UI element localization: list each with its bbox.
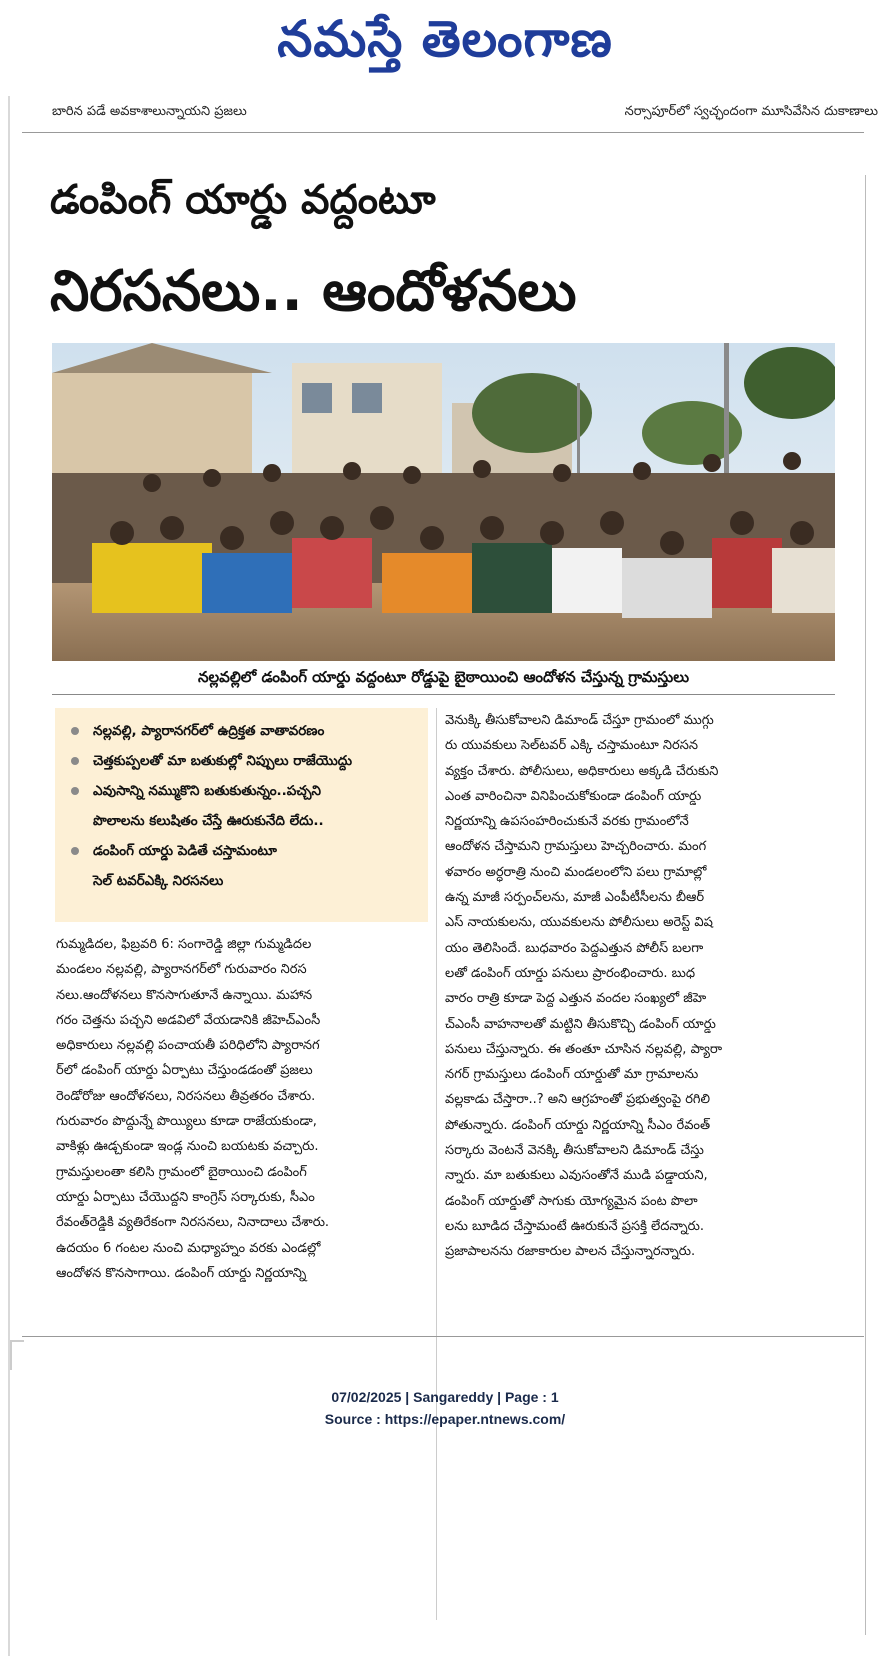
article-body-left-column — [56, 932, 428, 1286]
highlight-item-continued — [65, 806, 422, 836]
body-line: లతో డంపింగ్ యార్డు పనులు ప్రారంభించారు. బుధ — [445, 965, 696, 981]
headline-line-1: డంపింగ్ యార్డు వద్దంటూ — [50, 177, 436, 223]
body-line: వల్లకాడు చేస్తారా..? అని ఆగ్రహంతో ప్రభుత్వంపై రగిలి — [445, 1092, 711, 1108]
body-line: ళవారం అర్ధరాత్రి నుంచి మండలంలోని పలు గ్రామాల్లో — [445, 864, 707, 880]
footer-source-link[interactable]: Source : https://epaper.ntnews.com/ — [324, 1411, 566, 1427]
highlights-box — [55, 708, 428, 922]
highlight-item — [65, 716, 422, 746]
top-strip — [22, 100, 884, 132]
footer-date-edition: 07/02/2025 | Sangareddy | Page : 1 — [331, 1389, 559, 1405]
body-line: ఆందోళన చేస్తామని గ్రామస్తులు హెచ్చరించారు. మంగ — [445, 839, 707, 855]
body-line: యార్డు ఏర్పాటు చేయొద్దని కాంగ్రెస్ సర్కారుకు, సీఎం — [56, 1189, 315, 1205]
body-line: యం తెలిసిందే. బుధవారం పెద్దఎత్తున పోలీస్ బలగా — [445, 940, 704, 956]
body-line: వ్యక్తం చేశారు. పోలీసులు, అధికారులు అక్కడి చేరుకుని — [445, 763, 719, 779]
body-line: మండలం నల్లవల్లి, ప్యారానగర్‌లో గురువారం నిరస — [56, 962, 307, 978]
highlight-item-continued — [65, 866, 422, 896]
strip-divider — [22, 132, 864, 133]
body-line: సర్కారు వెంటనే వెనక్కి తీసుకోవాలని డిమాండ్ చేస్తు — [445, 1143, 704, 1159]
body-line: ర్‌లో డంపింగ్ యార్డు ఏర్పాటు చేస్తుండడంతో ప్రజలు — [56, 1063, 313, 1079]
body-line: చ్‌ఎంసీ వాహనాలతో మట్టిని తీసుకొచ్చి డంపింగ్ యార్డు — [445, 1016, 716, 1032]
news-photo — [52, 343, 835, 661]
body-line: పోతున్నారు. డంపింగ్ యార్డు నిర్ణయాన్ని సీఎం రేవంత్ — [445, 1117, 711, 1133]
photo-caption: నల్లవల్లిలో డంపింగ్ యార్డు వద్దంటూ రోడ్డుపై బైఠాయించి ఆందోళన చేస్తున్న గ్రామస్తులు — [197, 668, 690, 686]
body-line: గురువారం పొద్దున్నే పొయ్యిలు కూడా రాజేయకుండా, — [56, 1114, 317, 1130]
highlight-text: సెల్ టవర్‌ఎక్కి నిరసనలు — [93, 873, 224, 889]
masthead — [0, 0, 890, 84]
bullet-dot-icon — [71, 787, 79, 795]
highlight-text: డంపింగ్ యార్డు పెడితే చస్తామంటూ — [93, 843, 277, 859]
body-line: గరం చెత్తను పచ్చని అడవిలో వేయడానికి జీహెచ్‌ఎంసీ — [56, 1012, 321, 1028]
body-line: ఉదయం 6 గంటల నుంచి మధ్యాహ్నం వరకు ఎండల్లో — [56, 1240, 321, 1256]
bullet-dot-icon — [71, 847, 79, 855]
body-line: నలు.ఆందోళనలు కొనసాగుతూనే ఉన్నాయి. మహాన — [56, 987, 313, 1003]
body-line: ఉన్న మాజీ సర్పంచ్‌లను, మాజీ ఎంపీటీసీలను బీఆర్ — [445, 890, 705, 906]
body-line: రు యువకులు సెల్‌టవర్ ఎక్కి చస్తామంటూ నిరసన — [445, 738, 698, 754]
body-line: నిర్ణయాన్ని ఉపసంహరించుకునే వరకు గ్రామంలోనే — [445, 814, 689, 830]
article-body-right-column — [445, 708, 837, 1265]
bottom-divider — [22, 1336, 864, 1337]
bullet-dot-icon — [71, 757, 79, 765]
body-line: ఆందోళన కొనసాగాయి. డంపింగ్ యార్డు నిర్ణయాన్ని — [56, 1265, 307, 1281]
headline-line-2: నిరసనలు.. ఆందోళనలు — [50, 259, 577, 324]
body-line: గ్రామస్తులంతా కలిసి గ్రామంలో బైఠాయించి డంపింగ్ — [56, 1164, 307, 1180]
body-line: లను బూడిద చేస్తామంటే ఊరుకునే ప్రసక్తి లేదన్నారు. — [445, 1218, 705, 1234]
body-line: అధికారులు నల్లవల్లి పంచాయతీ పరిధిలోని ప్యారానగ — [56, 1038, 320, 1054]
body-line: పనులు చేస్తున్నారు. ఈ తంతూ చూసిన నల్లవల్లి, ప్యారా — [445, 1041, 723, 1057]
highlight-text: చెత్తకుప్పలతో మా బతుకుల్లో నిప్పులు రాజేయొద్దు — [93, 753, 353, 769]
top-strip-right-snippet: నర్సాపూర్‌లో స్వచ్ఛందంగా మూసివేసిన దుకాణాలు — [624, 104, 878, 119]
highlight-item — [65, 836, 422, 866]
caption-divider — [52, 694, 835, 695]
body-line: డంపింగ్ యార్డుతో సాగుకు యోగ్యమైన పంట పొలా — [445, 1193, 698, 1209]
bullet-dot-icon — [71, 727, 79, 735]
body-line: గుమ్మడిదల, ఫిబ్రవరి 6: సంగారెడ్డి జిల్లా గుమ్మడిదల — [56, 937, 312, 952]
highlight-item — [65, 746, 422, 776]
highlight-item — [65, 776, 422, 806]
highlight-text: పొలాలను కలుషితం చేస్తే ఊరుకునేది లేదు.. — [93, 813, 324, 829]
body-line: ఎస్ నాయకులను, యువకులను పోలీసులు అరెస్ట్ విష — [445, 915, 713, 931]
body-line: న్నారు. మా బతుకులు ఎవుసంతోనే ముడి పడ్డాయని, — [445, 1168, 708, 1184]
newspaper-title: నమస్తే తెలంగాణ — [277, 10, 613, 68]
body-line: వారం రాత్రి కూడా పెద్ద ఎత్తున వందల సంఖ్యలో జీహె — [445, 991, 707, 1007]
top-strip-left-snippet: బారిన పడే అవకాశాలున్నాయని ప్రజలు — [52, 104, 247, 119]
highlight-text: ఎవుసాన్ని నమ్ముకొని బతుకుతున్నం..పచ్చని — [93, 783, 322, 799]
column-divider — [436, 708, 437, 1620]
crop-corner-mark — [10, 1340, 24, 1370]
protest-photo-illustration — [52, 343, 835, 661]
body-line: రేవంత్‌రెడ్డికి వ్యతిరేకంగా నిరసనలు, నినాదాలు చేశారు. — [56, 1215, 330, 1231]
page-footer — [0, 1386, 890, 1430]
body-line: నగర్ గ్రామస్తులు డంపింగ్ యార్డుతో మా గ్రామాలను — [445, 1067, 699, 1083]
body-line: ప్రజాపాలనను రజాకారుల పాలన చేస్తున్నారన్నారు. — [445, 1244, 696, 1260]
body-line: ఎంత వారించినా వినిపించుకోకుండా డంపింగ్ యార్డు — [445, 788, 702, 804]
body-line: రెండోరోజు ఆందోళనలు, నిరసనలు తీవ్రతరం చేశారు. — [56, 1088, 316, 1104]
highlight-text: నల్లవల్లి, ప్యారానగర్‌లో ఉద్రిక్తత వాతావరణం — [93, 723, 325, 739]
body-line: వాకిళ్లు ఊడ్చకుండా ఇండ్ల నుంచి బయటకు వచ్చారు. — [56, 1139, 319, 1155]
body-line: వెనుక్కి తీసుకోవాలని డిమాండ్ చేస్తూ గ్రామంలో ముగ్గు — [445, 713, 714, 728]
